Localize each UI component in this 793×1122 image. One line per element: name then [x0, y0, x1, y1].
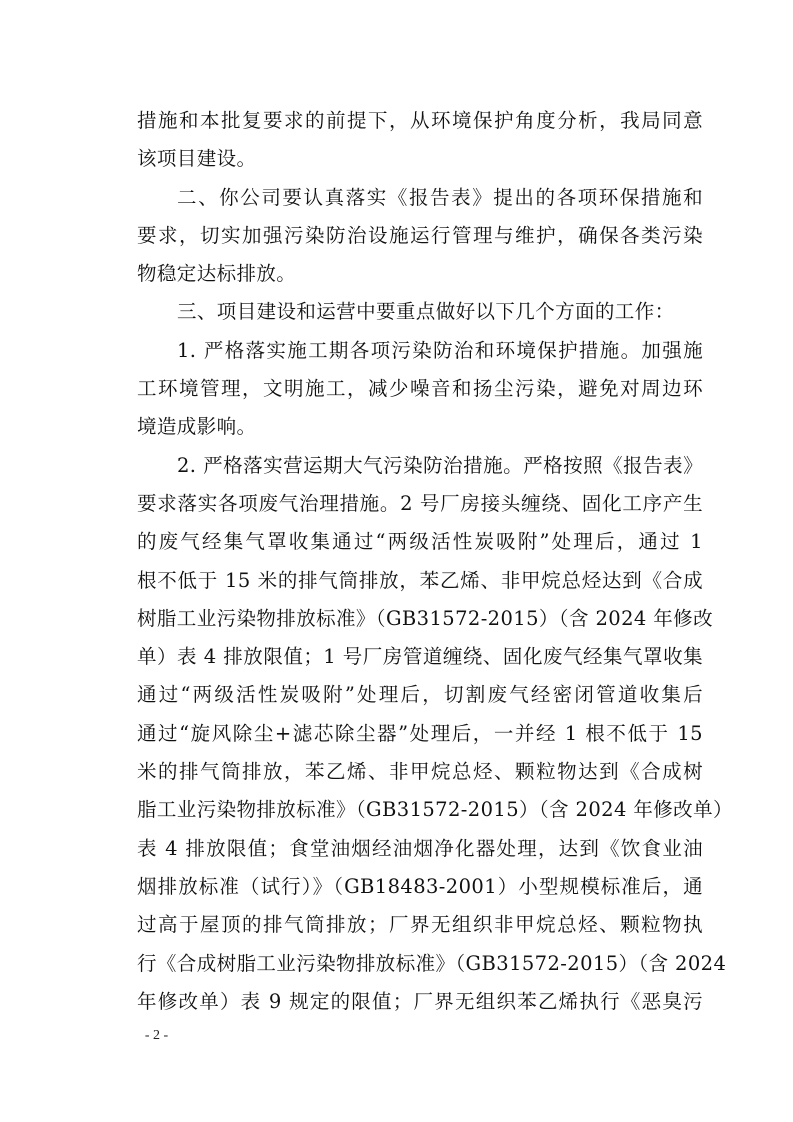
text-line: 过高于屋顶的排气筒排放；厂界无组织非甲烷总烃、颗粒物执 [137, 913, 703, 937]
text-line: 2. 严格落实营运期大气污染防治措施。严格按照《报告表》 [177, 453, 703, 477]
text-line: 该项目建设。 [137, 147, 257, 171]
text-line: 烟排放标准（试行）》（GB18483-2001）小型规模标准后，通 [137, 874, 703, 898]
text-line: 根不低于 15 米的排气筒排放，苯乙烯、非甲烷总烃达到《合成 [137, 568, 703, 592]
text-line: 工环境管理，文明施工，减少噪音和扬尘污染，避免对周边环 [137, 377, 703, 401]
text-line: 单）表 4 排放限值；1 号厂房管道缠绕、固化废气经集气罩收集 [137, 645, 703, 669]
text-line: 通过“两级活性炭吸附”处理后，切割废气经密闭管道收集后 [137, 683, 703, 707]
text-line: 通过“旋风除尘+滤芯除尘器”处理后，一并经 1 根不低于 15 [137, 721, 703, 745]
text-line: 1. 严格落实施工期各项污染防治和环境保护措施。加强施 [177, 338, 703, 362]
text-line: 境造成影响。 [137, 415, 257, 439]
text-line: 行《合成树脂工业污染物排放标准》（GB31572-2015）（含 2024 [137, 951, 727, 975]
document-body [137, 102, 733, 1021]
text-line: 要求，切实加强污染防治设施运行管理与维护，确保各类污染 [137, 223, 703, 247]
text-line: 要求落实各项废气治理措施。2 号厂房接头缠绕、固化工序产生 [137, 491, 703, 515]
text-line: 物稳定达标排放。 [137, 262, 297, 286]
text-line: 年修改单）表 9 规定的限值；厂界无组织苯乙烯执行《恶臭污 [137, 989, 703, 1013]
text-line: 二、你公司要认真落实《报告表》提出的各项环保措施和 [177, 185, 703, 209]
text-line: 米的排气筒排放，苯乙烯、非甲烷总烃、颗粒物达到《合成树 [137, 760, 703, 784]
text-line: 表 4 排放限值；食堂油烟经油烟净化器处理，达到《饮食业油 [137, 836, 703, 860]
text-line: 树脂工业污染物排放标准》（GB31572-2015）（含 2024 年修改 [137, 606, 713, 630]
text-line: 脂工业污染物排放标准》（GB31572-2015）（含 2024 年修改单） [137, 798, 733, 822]
page-number: - 2 - [144, 1028, 169, 1043]
text-line: 的废气经集气罩收集通过“两级活性炭吸附”处理后，通过 1 [137, 530, 703, 554]
text-line: 措施和本批复要求的前提下，从环境保护角度分析，我局同意 [137, 109, 703, 132]
text-line: 三、项目建设和运营中要重点做好以下几个方面的工作： [177, 300, 675, 324]
